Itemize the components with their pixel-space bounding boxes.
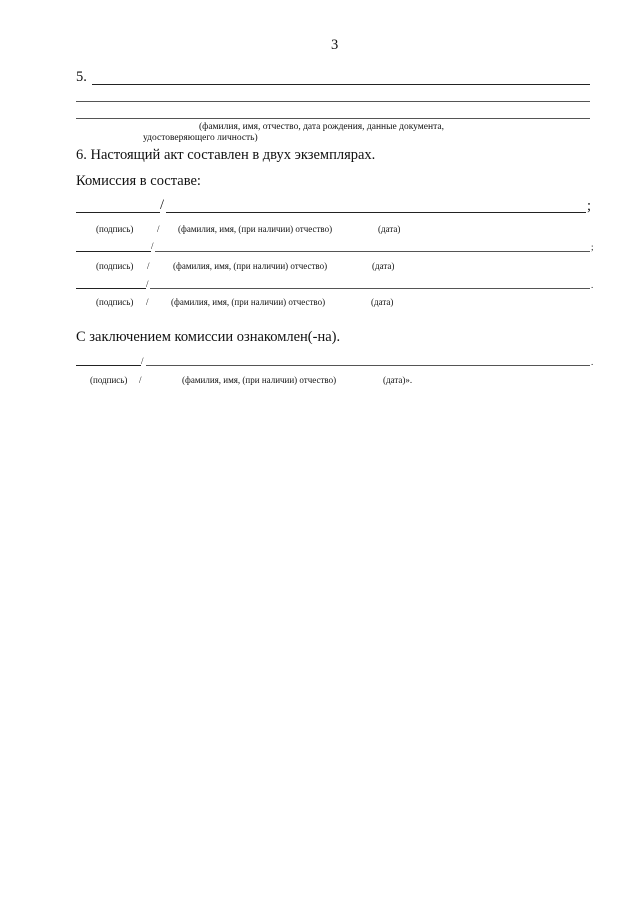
acquaint-slash: / bbox=[141, 356, 144, 366]
acquaint-name-line bbox=[146, 365, 590, 366]
acquaint-heading: С заключением комиссии ознакомлен(-на). bbox=[76, 329, 341, 345]
commission-1-name-line bbox=[166, 212, 586, 213]
acquaint-cap-signature: (подпись) bbox=[90, 375, 128, 385]
item-6-text: 6. Настоящий акт составлен в двух экземплярах. bbox=[76, 147, 376, 163]
commission-1-cap-signature: (подпись) bbox=[96, 224, 134, 234]
commission-1-signature-line bbox=[76, 212, 160, 213]
item-5-line-1 bbox=[92, 84, 590, 85]
commission-3-cap-signature: (подпись) bbox=[96, 297, 134, 307]
commission-2-end: ; bbox=[591, 242, 594, 252]
commission-3-slash: / bbox=[146, 279, 149, 289]
commission-2-name-line bbox=[155, 251, 590, 252]
item-5-caption-1: (фамилия, имя, отчество, дата рождения, данные документа, bbox=[199, 122, 444, 132]
commission-1-cap-slash: / bbox=[157, 224, 160, 234]
commission-3-cap-name: (фамилия, имя, (при наличии) отчество) bbox=[171, 297, 326, 307]
commission-2-cap-slash: / bbox=[147, 261, 150, 271]
acquaint-end: . bbox=[591, 357, 594, 367]
commission-2-signature-line bbox=[76, 251, 151, 252]
item-5-line-2 bbox=[76, 101, 590, 102]
commission-1-slash: / bbox=[160, 197, 165, 213]
acquaint-cap-slash: / bbox=[139, 375, 142, 385]
commission-2-cap-name: (фамилия, имя, (при наличии) отчество) bbox=[173, 261, 328, 271]
commission-2-cap-signature: (подпись) bbox=[96, 261, 134, 271]
commission-3-cap-slash: / bbox=[146, 297, 149, 307]
page-number: 3 bbox=[331, 37, 339, 53]
commission-2-cap-date: (дата) bbox=[372, 261, 395, 271]
acquaint-cap-name: (фамилия, имя, (при наличии) отчество) bbox=[182, 375, 337, 385]
commission-1-cap-date: (дата) bbox=[378, 224, 401, 234]
item-5-caption-2: удостоверяющего личность) bbox=[143, 133, 258, 143]
acquaint-signature-line bbox=[76, 365, 141, 366]
commission-3-name-line bbox=[150, 288, 590, 289]
commission-heading: Комиссия в составе: bbox=[76, 173, 201, 189]
commission-1-end: ; bbox=[587, 198, 592, 214]
commission-1-cap-name: (фамилия, имя, (при наличии) отчество) bbox=[178, 224, 333, 234]
commission-3-end: . bbox=[591, 280, 594, 290]
commission-2-slash: / bbox=[151, 241, 154, 251]
item-5-number: 5. bbox=[76, 69, 87, 85]
item-5-line-3 bbox=[76, 118, 590, 119]
commission-3-signature-line bbox=[76, 288, 146, 289]
commission-3-cap-date: (дата) bbox=[371, 297, 394, 307]
acquaint-cap-date: (дата)». bbox=[383, 375, 413, 385]
